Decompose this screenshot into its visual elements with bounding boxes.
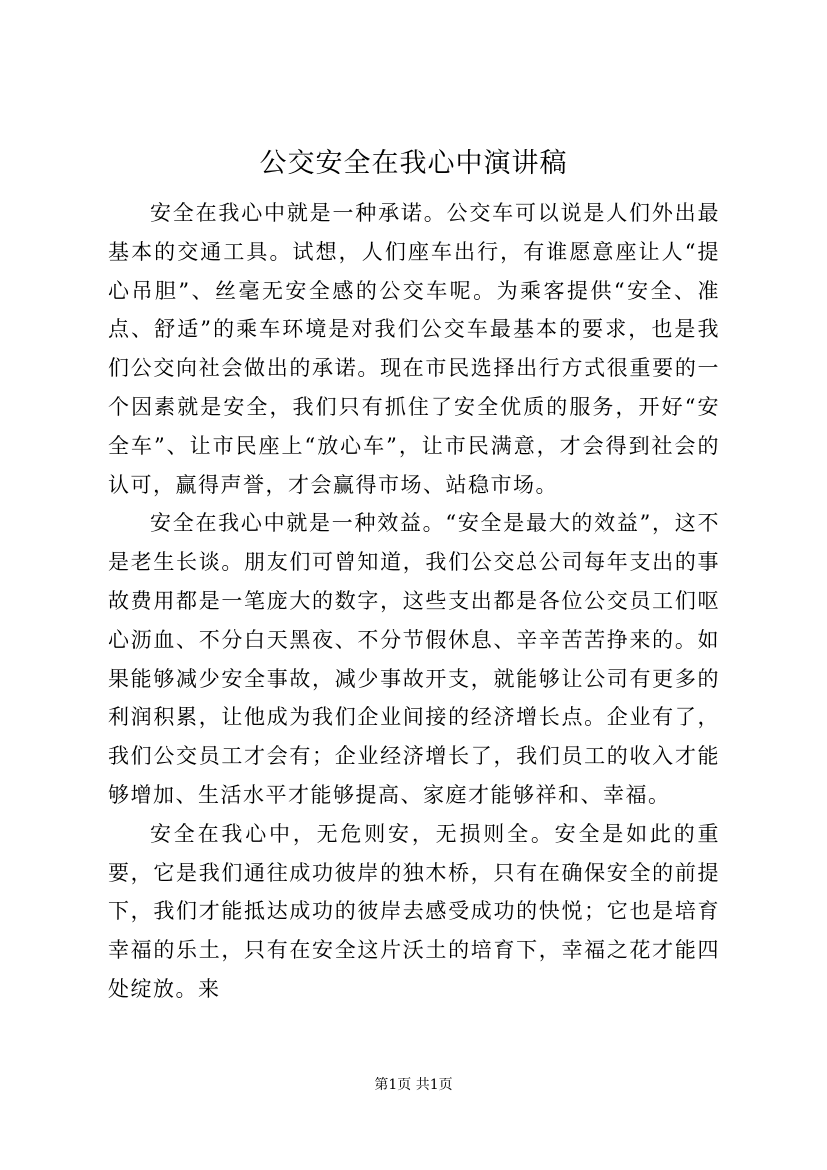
paragraph-1: 安全在我心中就是一种承诺。公交车可以说是人们外出最基本的交通工具。试想，人们座车出行，有谁愿意座让人“提心吊胆”、丝毫无安全感的公交车呢。为乘客提供“安全、准点、舒适”的乘车环境是对我们公交车最基本的要求，也是我们公交向社会做出的承诺。现在市民选择出行方式很重要的一个因素就是安全，我们只有抓住了安全优质的服务，开好“安全车”、让市民座上“放心车”，让市民满意，才会得到社会的认可，赢得声誉，才会赢得市场、站稳市场。 <box>108 201 720 497</box>
paragraph-3: 安全在我心中，无危则安，无损则全。安全是如此的重要，它是我们通往成功彼岸的独木桥，只有在确保安全的前提下，我们才能抵达成功的彼岸去感受成功的快悦；它也是培育幸福的乐土，只有在安全这片沃土的培育下，幸福之花才能四处绽放。来 <box>108 821 720 1001</box>
page-footer: 第1页 共1页 <box>374 1077 453 1093</box>
document-body <box>108 194 720 1009</box>
document-title: 公交安全在我心中演讲稿 <box>259 148 568 179</box>
paragraph-2: 安全在我心中就是一种效益。“安全是最大的效益”，这不是老生长谈。朋友们可曾知道，我们公交总公司每年支出的事故费用都是一笔庞大的数字，这些支出都是各位公交员工们呕心沥血、不分白天黑夜、不分节假休息、辛辛苦苦挣来的。如果能够减少安全事故，减少事故开支，就能够让公司有更多的利润积累，让他成为我们企业间接的经济增长点。企业有了，我们公交员工才会有；企业经济增长了，我们员工的收入才能够增加、生活水平才能够提高、家庭才能够祥和、幸福。 <box>108 511 720 807</box>
